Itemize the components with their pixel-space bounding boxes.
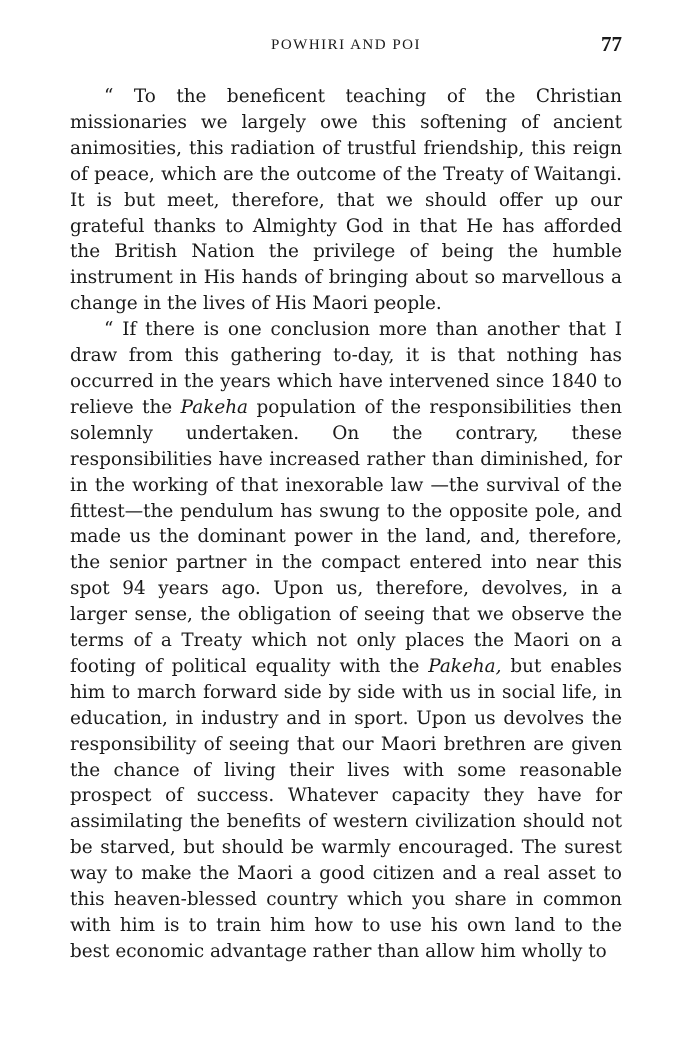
italic-term-pakeha: Pakeha, bbox=[428, 655, 502, 677]
paragraph-text: “ If there is one conclusion more than another that I draw from this gathering to-day, it is that nothing has occurred in the years which have intervened since 1840 to relieve the bbox=[70, 319, 622, 418]
page-header bbox=[70, 32, 622, 60]
paragraph-missionaries bbox=[70, 84, 622, 317]
paragraph-text: “ To the beneficent teaching of the Christian missionaries we largely owe this softening of ancient animosities, this radiation of trustful friendship, this reign of peace, which are the outcome of the Treaty of Waitangi. It is but meet, therefore, that we should offer up our grateful thanks to Almighty God in that He has afforded the British Nation the privilege of being the humble instrument in His hands of bringing about so marvellous a change in the lives of His Maori people. bbox=[70, 86, 622, 315]
italic-term-pakeha: Pakeha bbox=[180, 396, 249, 418]
paragraph-conclusion bbox=[70, 317, 622, 965]
running-head: POWHIRI AND POI bbox=[271, 37, 421, 53]
paragraph-text: but enables him to march forward side by side with us in social life, in education, in industry and in sport. Upon us devolves the responsibility of seeing that our Maori brethren are given the chance of living their lives with some reasonable prospect of success. Whatever capacity they have for assimilating the benefits of western civilization should not be starved, but should be warmly encouraged. The surest way to make the Maori a good citizen and a real asset to this heaven-blessed country which you share in common with him is to train him how to use his own land to the best economic advantage rather than allow him wholly to bbox=[70, 655, 622, 962]
page-number: 77 bbox=[601, 32, 622, 56]
paragraph-text: population of the responsibilities then solemnly undertaken. On the contrary, these responsibilities have increased rather than diminished, for in the working of that inexorable law —the survival of the fittest—the pendulum has swung to the opposite pole, and made us the dominant power in the land, and, therefore, the senior partner in the compact entered into near this spot 94 years ago. Upon us, therefore, devolves, in a larger sense, the obligation of seeing that we observe the terms of a Treaty which not only places the Maori on a footing of political equality with the bbox=[70, 396, 622, 677]
body-text bbox=[70, 84, 622, 965]
